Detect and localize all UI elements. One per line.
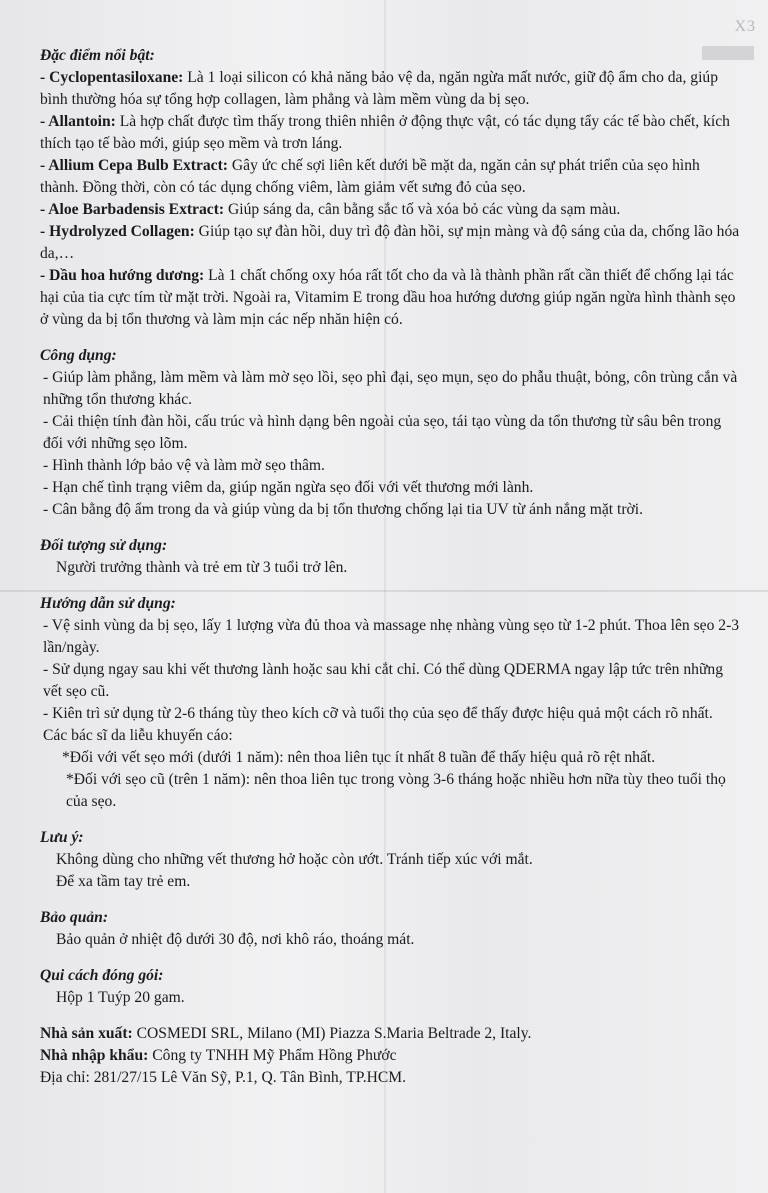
features-section (40, 45, 740, 331)
use-item: - Cân bằng độ ẩm trong da và giúp vùng da bị tổn thương chống lại tia UV từ ánh nắng mặt trời. (43, 501, 644, 518)
target-text: Người trưởng thành và trẻ em từ 3 tuổi trở lên. (56, 559, 348, 576)
storage-section (40, 907, 740, 951)
company-section (40, 1023, 740, 1089)
direction-sub-old: *Đối với sẹo cũ (trên 1 năm): nên thoa liên tục trong vòng 3-6 tháng hoặc nhiều hơn nữa tùy theo tuổi thọ của sẹo. (66, 771, 726, 810)
target-heading: Đối tượng sử dụng: (40, 537, 168, 554)
note-line: Không dùng cho những vết thương hở hoặc còn ướt. Tránh tiếp xúc với mắt. (56, 851, 533, 868)
feature-item: - Dầu hoa hướng dương: Là 1 chất chống oxy hóa rất tốt cho da và là thành phần rất cần thiết để chống lại tác hại của tia cực tím từ mặt trời. Ngoài ra, Vitamim E trong dầu hoa hướng dương giúp ngăn ngừa hình thành sẹo ở vùng da bị tổn thương và làm mịn các nếp nhăn hiện có. (40, 267, 736, 328)
importer: Nhà nhập khẩu: Công ty TNHH Mỹ Phẩm Hồng Phước (40, 1047, 397, 1064)
use-item: - Hạn chế tình trạng viêm da, giúp ngăn ngừa sẹo đối với vết thương mới lành. (43, 479, 534, 496)
packaging-section (40, 965, 740, 1009)
corner-mark: X3 (734, 18, 756, 35)
target-section (40, 535, 740, 579)
use-item: - Cải thiện tính đàn hồi, cấu trúc và hình dạng bên ngoài của sẹo, tái tạo vùng da tổn thương từ sâu bên trong đối với những sẹo lõm. (43, 413, 722, 452)
direction-item: - Sử dụng ngay sau khi vết thương lành hoặc sau khi cắt chỉ. Có thể dùng QDERMA ngay lập tức trên những vết sẹo cũ. (43, 661, 723, 700)
uses-section (40, 345, 740, 521)
use-item: - Giúp làm phẳng, làm mềm và làm mờ sẹo lồi, sẹo phì đại, sẹo mụn, sẹo do phẫu thuật, bỏng, côn trùng cắn và những tổn thương khác. (43, 369, 738, 408)
leaflet-content (40, 45, 740, 1103)
uses-heading: Công dụng: (40, 347, 117, 364)
directions-section (40, 593, 740, 813)
notes-heading: Lưu ý: (40, 829, 84, 846)
feature-item: - Cyclopentasiloxane: Là 1 loại silicon có khả năng bảo vệ da, ngăn ngừa mất nước, giữ độ ẩm cho da, giúp bình thường hóa sự tổng hợp collagen, làm phẳng và làm mềm vùng da bị sẹo. (40, 69, 719, 108)
manufacturer: Nhà sản xuất: COSMEDI SRL, Milano (MI) Piazza S.Maria Beltrade 2, Italy. (40, 1025, 532, 1042)
direction-item: - Kiên trì sử dụng từ 2-6 tháng tùy theo kích cỡ và tuổi thọ của sẹo để thấy được hiệu quả một cách rõ nhất. Các bác sĩ da liễu khuyến cáo: (43, 705, 713, 744)
note-line: Để xa tầm tay trẻ em. (56, 873, 191, 890)
features-heading: Đặc điểm nổi bật: (40, 47, 155, 64)
direction-item: - Vệ sinh vùng da bị sẹo, lấy 1 lượng vừa đủ thoa và massage nhẹ nhàng vùng sẹo từ 1-2 phút. Thoa lên sẹo 2-3 lần/ngày. (43, 617, 740, 656)
packaging-heading: Qui cách đóng gói: (40, 967, 164, 984)
feature-item: - Aloe Barbadensis Extract: Giúp sáng da, cân bằng sắc tố và xóa bỏ các vùng da sạm màu. (40, 201, 621, 218)
storage-heading: Bảo quản: (40, 909, 109, 926)
feature-item: - Allantoin: Là hợp chất được tìm thấy trong thiên nhiên ở động thực vật, có tác dụng tẩy các tế bào chết, kích thích tạo tế bào mới, giúp sẹo mềm và trơn láng. (40, 113, 730, 152)
notes-section (40, 827, 740, 893)
address: Địa chỉ: 281/27/15 Lê Văn Sỹ, P.1, Q. Tân Bình, TP.HCM. (40, 1069, 407, 1086)
directions-heading: Hướng dẫn sử dụng: (40, 595, 176, 612)
feature-item: - Allium Cepa Bulb Extract: Gây ức chế sợi liên kết dưới bề mặt da, ngăn cản sự phát triển của sẹo hình thành. Đồng thời, còn có tác dụng chống viêm, làm giảm vết sưng đỏ của sẹo. (40, 157, 700, 196)
feature-item: - Hydrolyzed Collagen: Giúp tạo sự đàn hồi, duy trì độ đàn hồi, sự mịn màng và độ sáng của da, chống lão hóa da,… (40, 223, 740, 262)
use-item: - Hình thành lớp bảo vệ và làm mờ sẹo thâm. (43, 457, 325, 474)
direction-sub-new: *Đối với vết sẹo mới (dưới 1 năm): nên thoa liên tục ít nhất 8 tuần để thấy hiệu quả rõ rệt nhất. (62, 749, 656, 766)
storage-text: Bảo quản ở nhiệt độ dưới 30 độ, nơi khô ráo, thoáng mát. (56, 931, 415, 948)
packaging-text: Hộp 1 Tuýp 20 gam. (56, 989, 185, 1006)
